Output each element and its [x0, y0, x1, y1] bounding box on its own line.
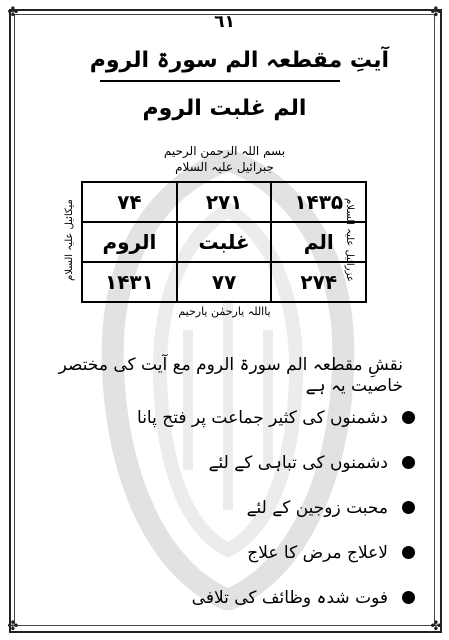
grid-cell: ۲۷۱	[177, 182, 272, 222]
list-item	[35, 575, 415, 620]
title-underline	[100, 80, 340, 82]
side-text-left: میکائیل علیہ السلام	[64, 199, 75, 281]
bullet-icon	[402, 456, 415, 469]
naqsh-grid	[81, 181, 367, 303]
grid-cell: الروم	[82, 222, 177, 262]
list-item-text: لاعلاج مرض کا علاج	[247, 542, 388, 563]
list-item	[35, 530, 415, 575]
grid-bottom-text: یااللہ یارحمٰن یارحیم	[178, 305, 271, 318]
list-item-text: دشمنوں کی کثیر جماعت پر فتح پانا	[137, 407, 388, 428]
grid-row	[82, 222, 366, 262]
corner-ornament-icon: ✤	[7, 5, 19, 20]
bullet-icon	[402, 411, 415, 424]
page-number: ٦١	[214, 12, 235, 32]
list-item-text: دشمنوں کی تباہی کے لئے	[208, 453, 388, 473]
corner-ornament-icon: ✤	[7, 619, 19, 634]
grid-cell: ۷۷	[177, 262, 272, 302]
corner-ornament-icon: ✤	[430, 5, 442, 20]
bullet-icon	[402, 501, 415, 514]
list-item-text: فوت شدہ وظائف کی تلافی	[191, 588, 388, 608]
list-item	[35, 395, 415, 440]
grid-cell: ۷۴	[82, 182, 177, 222]
bismillah-text: بسم اللہ الرحمن الرحیم	[163, 144, 286, 158]
grid-row	[82, 262, 366, 302]
grid-cell: ۱۴۳۱	[82, 262, 177, 302]
grid-cell: ۲۷۴	[271, 262, 366, 302]
page-title: آیتِ مقطعہ الم سورۃ الروم	[89, 48, 389, 73]
list-item	[35, 485, 415, 530]
bullet-icon	[402, 546, 415, 559]
grid-row	[82, 182, 366, 222]
jibrail-text: جبرائیل علیہ السلام	[175, 160, 274, 174]
benefits-list	[35, 395, 415, 620]
grid-cell: الم	[271, 222, 366, 262]
bullet-icon	[402, 591, 415, 604]
corner-ornament-icon: ✤	[430, 619, 442, 634]
list-item-text: محبت زوجین کے لئے	[246, 498, 388, 518]
verse-subtitle: الم غلبت الروم	[142, 96, 307, 121]
side-text-right: عزرائیل علیہ السلام	[344, 198, 355, 282]
benefits-heading: نقشِ مقطعہ الم سورۃ الروم مع آیت کی مختصر خاصیت یہ ہے	[58, 355, 403, 396]
grid-cell: غلبت	[177, 222, 272, 262]
grid-cell: ۱۴۳۵	[271, 182, 366, 222]
list-item	[35, 440, 415, 485]
